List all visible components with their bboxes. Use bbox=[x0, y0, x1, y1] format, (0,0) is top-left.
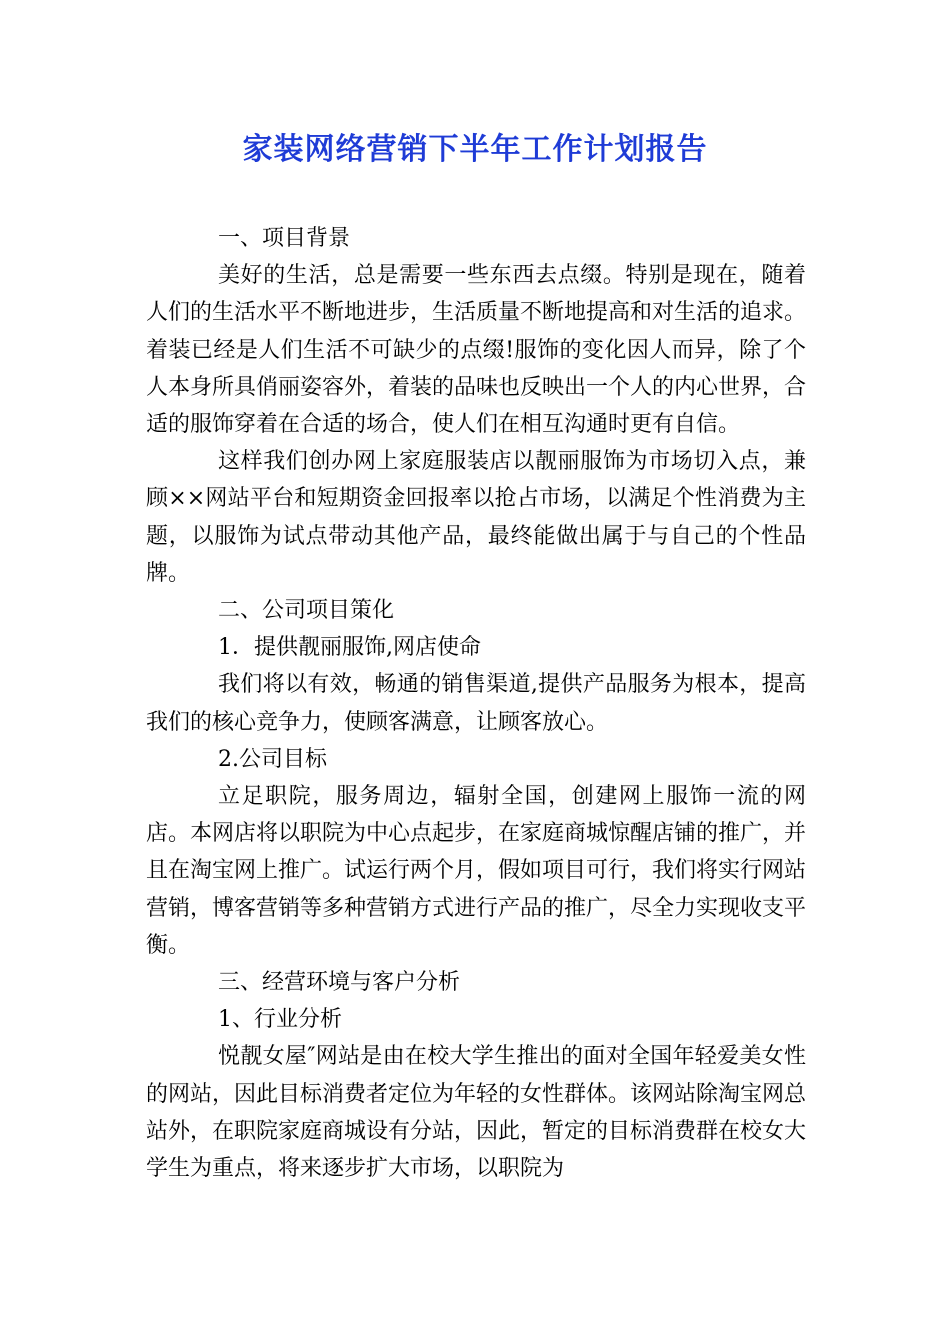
body-paragraph: 美好的生活，总是需要一些东西去点缀。特别是现在，随着人们的生活水平不断地进步，生活质量不断地提高和对生活的追求。着装已经是人们生活不可缺少的点缀!服饰的变化因人而异，除了个人本身所具俏丽姿容外，着装的品味也反映出一个人的内心世界，合适的服饰穿着在合适的场合，使人们在相互沟通时更有自信。 bbox=[146, 263, 807, 438]
subsection-heading: 1、行业分析 bbox=[218, 1007, 342, 1033]
subsection-heading: 2.公司目标 bbox=[218, 746, 327, 772]
document-title: 家装网络营销下半年工作计划报告 bbox=[242, 132, 708, 167]
document-body bbox=[146, 220, 806, 1187]
body-paragraph: 立足职院，服务周边，辐射全国，创建网上服饰一流的网店。本网店将以职院为中心点起步，在家庭商城惊醒店铺的推广，并且在淘宝网上推广。试运行两个月，假如项目可行，我们将实行网站营销，博客营销等多种营销方式进行产品的推广，尽全力实现收支平衡。 bbox=[146, 784, 807, 958]
subsection-heading: 1．提供靓丽服饰,网店使命 bbox=[218, 635, 481, 661]
body-paragraph: 我们将以有效，畅通的销售渠道,提供产品服务为根本，提高我们的核心竞争力，使顾客满意，让顾客放心。 bbox=[146, 672, 806, 735]
section-heading: 三、经营环境与客户分析 bbox=[218, 970, 461, 996]
body-paragraph: 悦靓女屋″网站是由在校大学生推出的面对全国年轻爱美女性的网站，因此目标消费者定位为年轻的女性群体。该网站除淘宝网总站外，在职院家庭商城设有分站，因此，暂定的目标消费群在校女大学生为重点，将来逐步扩大市场，以职院为 bbox=[146, 1044, 807, 1182]
body-paragraph: 这样我们创办网上家庭服装店以靓丽服饰为市场切入点，兼顾××网站平台和短期资金回报率以抢占市场，以满足个性消费为主题，以服饰为试点带动其他产品，最终能做出属于与自己的个性品牌。 bbox=[146, 449, 806, 586]
section-heading: 一、项目背景 bbox=[218, 226, 351, 251]
section-heading: 二、公司项目策化 bbox=[218, 598, 395, 624]
